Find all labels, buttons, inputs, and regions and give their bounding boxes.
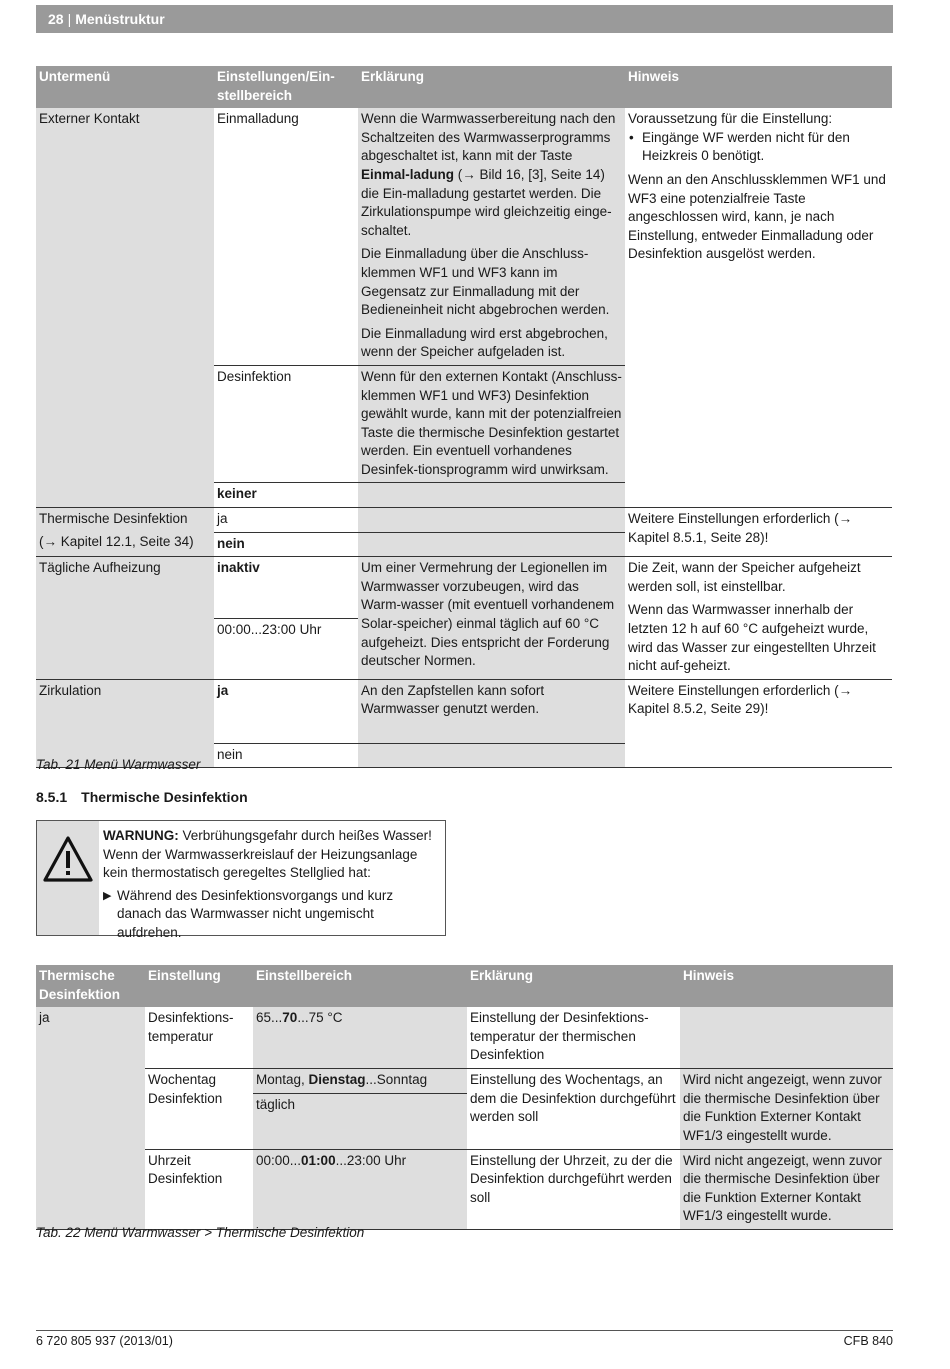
warning-icon <box>41 833 95 887</box>
table-warmwasser <box>36 66 892 768</box>
footer-divider <box>36 1330 893 1331</box>
page-header: 28 | Menüstruktur <box>36 5 893 33</box>
cell-setting: Einmalladung <box>214 108 358 365</box>
cell-setting: nein <box>214 743 358 768</box>
cell-submenu: Tägliche Aufheizung <box>36 557 214 680</box>
cell-note: Weitere Einstellungen erforderlich (→ Kapitel 8.5.2, Seite 29)! <box>625 679 892 768</box>
table-thermische-desinfektion <box>36 965 893 1230</box>
section-title: Thermische Desinfektion <box>81 789 248 805</box>
col-einstellungen: Einstellungen/Ein-stellbereich <box>214 66 358 108</box>
warning-condition: Wenn der Warmwasserkreislauf der Heizungsanlage kein thermostatisch geregeltes Stellglied hat: <box>103 846 418 881</box>
cell-note: Die Zeit, wann der Speicher aufgeheizt werden soll, ist einstellbar. Wenn das Warmwasser innerhalb der letzten 12 h auf 60 °C aufgeheizt wurde, wird das Wasser zur eingestellten Uhrzeit nicht auf-geheizt. <box>625 557 892 680</box>
cell-range: Montag, Dienstag...Sonntag <box>253 1068 467 1093</box>
table-row <box>36 557 892 618</box>
cell-menu: ja <box>36 1007 145 1229</box>
section-heading <box>36 789 248 805</box>
cell-setting: inaktiv <box>214 557 358 618</box>
cell-setting: Wochentag Desinfektion <box>145 1068 253 1149</box>
page-number: 28 <box>48 11 64 27</box>
cell-setting: Desinfektions-temperatur <box>145 1007 253 1068</box>
cell-range: 00:00...01:00...23:00 Uhr <box>253 1149 467 1229</box>
footer-product: CFB 840 <box>843 1334 893 1348</box>
warning-label: WARNUNG: <box>103 828 179 843</box>
col-einstellung: Einstellung <box>145 965 253 1007</box>
table-row <box>36 508 892 533</box>
cell-explanation: Wenn für den externen Kontakt (Anschluss-klemmen WF1 und WF3) Desinfektion gewählt wurde, kann mit der potenzialfreien Taste die thermische Desinfektion gestartet werden. Ein eventuell vorhandenes Desinfek-tionsprogramm wird unwirksam. <box>358 365 625 483</box>
cell-setting: Desinfektion <box>214 365 358 483</box>
table-caption: Tab. 21 Menü Warmwasser <box>36 757 201 772</box>
table-row <box>36 108 892 365</box>
col-erklaerung: Erklärung <box>467 965 680 1007</box>
step-arrow-icon: ▶ <box>103 889 112 902</box>
table-row <box>36 1007 893 1068</box>
cell-range: täglich <box>253 1093 467 1149</box>
table-row <box>36 1068 893 1093</box>
header-title: Menüstruktur <box>75 11 165 27</box>
cell-range: 65...70...75 °C <box>253 1007 467 1068</box>
cell-submenu: Thermische Desinfektion (→ Kapitel 12.1, Seite 34) <box>36 508 214 557</box>
table-caption: Tab. 22 Menü Warmwasser > Thermische Desinfektion <box>36 1225 365 1240</box>
cell-note: Wird nicht angezeigt, wenn zuvor die thermische Desinfektion über die Funktion Externer Kontakt WF1/3 eingestellt wurde. <box>680 1068 893 1149</box>
cell-explanation: Wenn die Warmwasserbereitung nach den Schaltzeiten des Warmwasserprogramms abgeschaltet ist, kann mit der Taste Einmal-ladung (→ Bild 16, [3], Seite 14) die Ein-malladung gestartet werden. Die Zirkulationspumpe wird gleichzeitig einge-schaltet. Die Einmalladung über die Anschluss-klemmen WF1 und WF3 kann im Gegensatz zur Einmalladung mit der Bedieneinheit nicht abgebrochen werden. Die Einmalladung wird erst abgebrochen, wenn der Speicher aufgeladen ist. <box>358 108 625 365</box>
cell-setting: Uhrzeit Desinfektion <box>145 1149 253 1229</box>
cell-setting: 00:00...23:00 Uhr <box>214 618 358 679</box>
footer-doc-number: 6 720 805 937 (2013/01) <box>36 1334 173 1348</box>
cell-explanation: Einstellung des Wochentags, an dem die Desinfektion durchgeführt werden soll <box>467 1068 680 1149</box>
section-number: 8.5.1 <box>36 789 68 805</box>
cell-note: Weitere Einstellungen erforderlich (→ Kapitel 8.5.1, Seite 28)! <box>625 508 892 557</box>
cell-note: Voraussetzung für die Einstellung: • Eingänge WF werden nicht für den Heizkreis 0 benötigt. Wenn an den Anschlussklemmen WF1 und WF3 eine potenzialfreie Taste angeschlossen wird, kann, je nach Einstellung, entweder Einmalladung oder Desinfektion ausgelöst werden. <box>625 108 892 507</box>
cell-explanation: An den Zapfstellen kann sofort Warmwasser genutzt werden. <box>358 679 625 743</box>
col-hinweis: Hinweis <box>680 965 893 1007</box>
cell-note: Wird nicht angezeigt, wenn zuvor die thermische Desinfektion über die Funktion Externer Kontakt WF1/3 eingestellt wurde. <box>680 1149 893 1229</box>
warning-step: ▶ Während des Desinfektionsvorgangs und kurz danach das Warmwasser nicht ungemischt aufdrehen. <box>103 887 394 940</box>
cell-explanation: Einstellung der Desinfektions-temperatur der thermischen Desinfektion <box>467 1007 680 1068</box>
table-row <box>36 1149 893 1229</box>
col-hinweis: Hinweis <box>625 66 892 108</box>
cell-setting: ja <box>214 508 358 533</box>
cell-setting: nein <box>214 532 358 557</box>
cell-setting: keiner <box>214 483 358 508</box>
col-thermische-desinfektion: Thermische Desinfektion <box>36 965 145 1007</box>
cell-submenu: Zirkulation <box>36 679 214 768</box>
cell-setting: ja <box>214 679 358 743</box>
warning-box: WARNUNG: Verbrühungsgefahr durch heißes Wasser! Wenn der Warmwasserkreislauf der Heizungsanlage kein thermostatisch geregeltes Stellglied hat: ▶ Während des Desinfektionsvorgangs und kurz danach das Warmwasser nicht ungemischt aufdrehen. <box>36 820 446 936</box>
col-untermenue: Untermenü <box>36 66 214 108</box>
cell-explanation: Einstellung der Uhrzeit, zu der die Desinfektion durchgeführt werden soll <box>467 1149 680 1229</box>
table-row <box>36 679 892 743</box>
list-item: • Eingänge WF werden nicht für den Heizkreis 0 benötigt. <box>642 129 889 166</box>
cell-explanation: Um einer Vermehrung der Legionellen im Warmwasser vorzubeugen, wird das Warm-wasser (mit eventuell vorhandenem Solar-speicher) einmal täglich auf 60 °C aufgeheizt. Dies entspricht der Forderung deutscher Normen. <box>358 557 625 680</box>
cell-submenu: Externer Kontakt <box>36 108 214 507</box>
col-einstellbereich: Einstellbereich <box>253 965 467 1007</box>
col-erklaerung: Erklärung <box>358 66 625 108</box>
